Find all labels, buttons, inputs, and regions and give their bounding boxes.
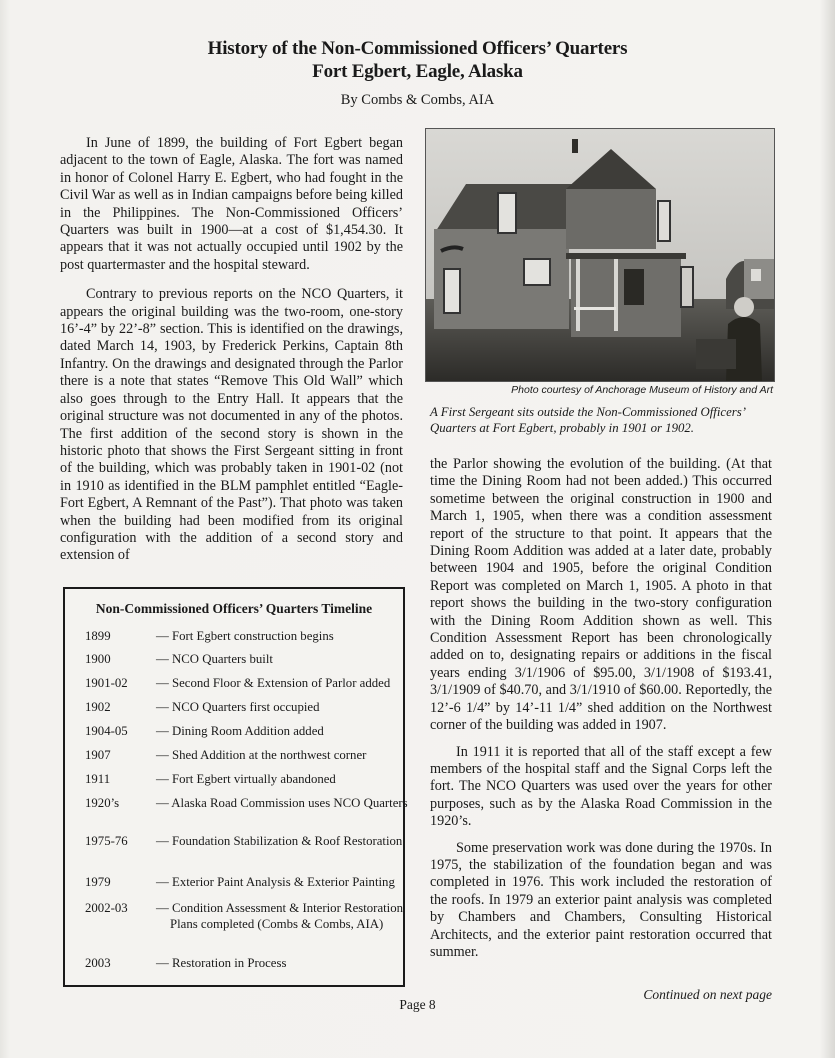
timeline-event: — Fort Egbert construction begins — [156, 629, 334, 643]
timeline-event: — Shed Addition at the northwest corner — [156, 748, 367, 762]
timeline-event: — Dining Room Addition added — [156, 724, 324, 738]
timeline-year: 1904-05 — [85, 724, 128, 738]
photo-caption: A First Sergeant sits outside the Non-Commissioned Officers’ Quarters at Fort Egbert, probably in 1901 or 1902. — [430, 405, 745, 435]
timeline-event: — NCO Quarters first occupied — [156, 700, 320, 714]
timeline-year: 2002-03 — [85, 901, 128, 915]
timeline-year: 1975-76 — [85, 834, 128, 848]
timeline-event: — Exterior Paint Analysis & Exterior Painting — [156, 875, 395, 889]
timeline-year: 1920’s — [85, 796, 120, 810]
paragraph: Contrary to previous reports on the NCO Quarters, it appears the original building was the two-room, one-story 16’-4” by 22’-8” section. This is identified on the drawings, dated March 14, 1903, by Frederick Perkins, Captain 8th Infantry. On the drawings and designated through the Parlor there is a note that states “Remove This Old Wall” which also goes through to the Entry Hall. It appears that the original structure was not documented in any of the photos. The first addition of the second story is shown in the historic photo that shows the First Sergeant sitting in front of the building, which was probably taken in 1901-02 (not in 1910 as identified in the BLM pamphlet entitled “Eagle-Fort Egbert, A Remnant of the Past”). That photo was taken when the building had been modified from its original configuration with the addition of a second story and extension of — [60, 286, 403, 564]
timeline-event: — Condition Assessment & Interior Restoration Plans completed (Combs & Combs, AIA) — [156, 901, 404, 931]
article-title-line1: History of the Non-Commissioned Officers’ Quarters — [207, 38, 628, 59]
house-photo-illustration — [426, 129, 774, 381]
timeline-year: 1979 — [85, 875, 111, 889]
timeline-event: — Second Floor & Extension of Parlor added — [156, 676, 391, 690]
left-column — [60, 135, 403, 565]
timeline-event: — Foundation Stabilization & Roof Restoration — [156, 834, 403, 848]
right-column — [430, 456, 772, 961]
paragraph: the Parlor showing the evolution of the building. (At that time the Dining Room had not been added.) This occurred sometime between the original construction in 1900 and March 1, 1905, when there was a condition assessment report of the structure to that point. It appears that the Dining Room Addition was added at a later date, probably between 1904 and 1905, before the original Condition Report was completed on March 1, 1905. A photo in that report shows the building in the two-story configuration with the Dining Room Addition shown as well. This Condition Assessment Report has been chronologically added on to, designating repairs or additions in the fiscal years ending 3/1/1906 of $95.00, 3/1/1908 of $193.41, 3/1/1909 of $40.70, and 3/1/1910 of $60.00. Reportedly, the 12’-6 1/4” by 14’-11 1/4” shed addition on the Northwest corner of the building was added in 1907. — [430, 456, 772, 734]
timeline-title: Non-Commissioned Officers’ Quarters Timeline — [95, 601, 373, 616]
continued-note: Continued on next page — [643, 987, 772, 1002]
paragraph: In 1911 it is reported that all of the staff except a few members of the hospital staff and the Signal Corps left the fort. The NCO Quarters was used over the years for other purposes, such as by the Alaska Road Commission in the 1920’s. — [430, 743, 772, 830]
timeline-event: — Alaska Road Commission uses NCO Quarters — [156, 796, 408, 810]
timeline-year: 1911 — [85, 772, 111, 786]
timeline-year: 1907 — [85, 748, 111, 762]
timeline-year: 1900 — [85, 652, 111, 666]
historic-photo — [425, 128, 775, 382]
paragraph: In June of 1899, the building of Fort Egbert began adjacent to the town of Eagle, Alaska. The fort was named in honor of Colonel Harry E. Egbert, who had fought in the Civil War as well as in Indian campaigns before being killed in the Philippines. The Non-Commissioned Officers’ Quarters was built in 1900—at a cost of $1,454.30. It appears that it was not actually occupied until 1902 by the post quartermaster and the hospital steward. — [60, 135, 403, 273]
paragraph: Some preservation work was done during the 1970s. In 1975, the stabilization of the foundation began and was completed in 1976. This work included the restoration of the roofs. In 1979 an exterior paint analysis was completed by Chambers and Chambers, Consulting Historical Architects, and the exterior paint restoration occurred that summer. — [430, 839, 772, 960]
timeline-event: — Restoration in Process — [156, 956, 287, 970]
timeline-year: 2003 — [85, 956, 111, 970]
timeline-event: — NCO Quarters built — [156, 652, 273, 666]
timeline-event: — Fort Egbert virtually abandoned — [156, 772, 336, 786]
timeline-box — [63, 587, 408, 987]
byline: By Combs & Combs, AIA — [340, 92, 495, 108]
page-number: Page 8 — [399, 997, 436, 1012]
timeline-year: 1902 — [85, 700, 111, 714]
article-title-line2: Fort Egbert, Eagle, Alaska — [312, 61, 523, 82]
photo-credit: Photo courtesy of Anchorage Museum of History and Art — [511, 384, 773, 396]
timeline-year: 1901-02 — [85, 676, 128, 690]
timeline-year: 1899 — [85, 629, 111, 643]
